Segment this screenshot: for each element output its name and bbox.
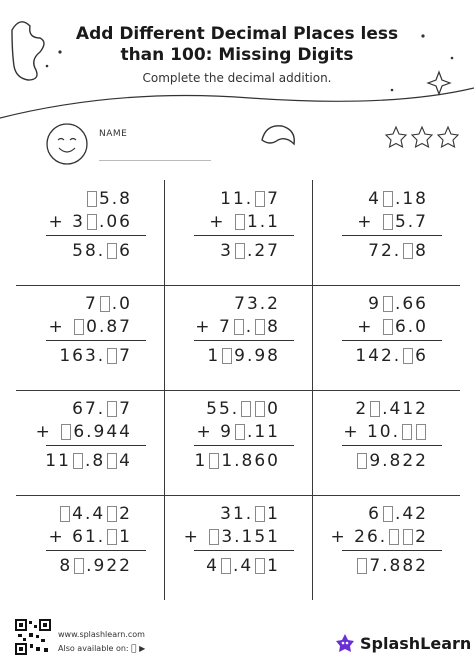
missing-digit-box[interactable] — [209, 453, 219, 469]
digits-text: 0 — [267, 399, 280, 419]
missing-digit-box[interactable] — [402, 424, 412, 440]
missing-digit-box[interactable] — [87, 191, 97, 207]
addend-top — [355, 398, 428, 420]
brand-logo — [335, 633, 471, 653]
horizon-curve — [0, 88, 474, 118]
sum-line — [194, 340, 294, 341]
name-label: NAME — [99, 129, 128, 139]
sum-line — [194, 235, 294, 236]
addend-top — [206, 398, 280, 420]
missing-digit-box[interactable] — [107, 401, 117, 417]
smiley-face-icon — [45, 122, 89, 166]
sum-line — [342, 550, 442, 551]
missing-digit-box[interactable] — [235, 214, 245, 230]
sum-line — [46, 340, 146, 341]
digits-text: 6 — [119, 241, 132, 261]
sum-line — [342, 445, 442, 446]
digits-text: + — [183, 527, 208, 547]
missing-digit-box[interactable] — [241, 401, 251, 417]
brand-name: SplashLearn — [360, 633, 472, 653]
missing-digit-box[interactable] — [235, 424, 245, 440]
addend-top — [220, 503, 280, 525]
missing-digit-box[interactable] — [255, 506, 265, 522]
digits-text: 1.860 — [221, 451, 280, 471]
digits-text: 6 — [415, 346, 428, 366]
digits-text: 1 — [207, 346, 221, 366]
digits-text: 7 — [267, 189, 280, 209]
digits-text: .66 — [394, 294, 428, 314]
splashlearn-logo-icon — [335, 633, 355, 653]
missing-digit-box[interactable] — [383, 506, 393, 522]
digits-text: + — [357, 317, 381, 337]
sum-row — [355, 450, 428, 472]
missing-digit-box[interactable] — [234, 319, 244, 335]
missing-digit-box[interactable] — [107, 453, 117, 469]
digits-text: 73.2 — [234, 294, 280, 314]
digits-text: + 7 — [195, 317, 232, 337]
addition-problem — [312, 180, 460, 285]
missing-digit-box[interactable] — [370, 401, 380, 417]
addition-problem — [312, 495, 460, 600]
digits-text: 7 — [84, 294, 98, 314]
addition-problem — [164, 180, 312, 285]
missing-digit-box[interactable] — [107, 506, 117, 522]
sum-row — [207, 345, 280, 367]
apple-icon[interactable] — [131, 644, 136, 654]
missing-digit-box[interactable] — [357, 558, 367, 574]
addend-bottom — [330, 526, 428, 548]
addend-bottom — [48, 211, 132, 233]
digits-text: 8 — [415, 241, 428, 261]
missing-digit-box[interactable] — [383, 296, 393, 312]
addition-problem — [164, 285, 312, 390]
digits-text: + — [35, 422, 60, 442]
sum-row — [355, 345, 428, 367]
missing-digit-box[interactable] — [416, 424, 426, 440]
name-line[interactable] — [99, 160, 211, 161]
star-icon — [438, 127, 458, 147]
addition-problem — [312, 390, 460, 495]
digits-text: 142. — [355, 346, 402, 366]
digits-text: .412 — [382, 399, 428, 419]
digits-text: + — [209, 212, 233, 232]
digits-text: 8 — [59, 556, 73, 576]
digits-text: 9.98 — [234, 346, 280, 366]
digits-text: .18 — [394, 189, 428, 209]
digits-text: 6 — [368, 504, 381, 524]
addition-problem — [16, 390, 164, 495]
sum-row — [368, 240, 428, 262]
digits-text: 9.822 — [369, 451, 428, 471]
available-on-text: Also available on: — [58, 644, 129, 653]
addition-problem — [16, 285, 164, 390]
digits-text: 6.944 — [73, 422, 132, 442]
page-subtitle: Complete the decimal addition. — [142, 71, 332, 85]
digits-text: 7.882 — [369, 556, 428, 576]
digits-text: 5.7 — [394, 212, 428, 232]
digits-text: .27 — [246, 241, 280, 261]
star-icon — [386, 127, 406, 147]
addition-problem — [164, 390, 312, 495]
digits-text: .4 — [232, 556, 254, 576]
digits-text: + — [357, 212, 381, 232]
sum-row — [355, 555, 428, 577]
addend-bottom — [196, 421, 280, 443]
addend-bottom — [184, 526, 280, 548]
missing-digit-box[interactable] — [403, 529, 413, 545]
sum-line — [46, 235, 146, 236]
addend-bottom — [209, 211, 280, 233]
missing-digit-box[interactable] — [389, 529, 399, 545]
addition-problem — [16, 495, 164, 600]
qr-code-icon — [15, 619, 51, 655]
digits-text: 7 — [119, 399, 132, 419]
rating-stars — [383, 124, 463, 152]
digits-text: 2 — [355, 399, 369, 419]
sum-row — [59, 555, 132, 577]
digits-text: 1.1 — [246, 212, 280, 232]
digits-text: 5.8 — [98, 189, 132, 209]
addend-top — [58, 503, 132, 525]
missing-digit-box[interactable] — [403, 243, 413, 259]
digits-text: 1 — [119, 527, 132, 547]
missing-digit-box[interactable] — [73, 453, 83, 469]
addend-top — [234, 293, 280, 315]
sum-line — [46, 445, 146, 446]
missing-digit-box[interactable] — [222, 348, 232, 364]
sum-line — [194, 550, 294, 551]
addend-top — [85, 293, 132, 315]
digits-text: 72. — [368, 241, 402, 261]
sum-row — [206, 555, 280, 577]
digits-text: 4.4 — [72, 504, 106, 524]
digits-text: . — [245, 317, 254, 337]
digits-text: .06 — [98, 212, 132, 232]
missing-digit-box[interactable] — [74, 319, 84, 335]
missing-digit-box[interactable] — [61, 424, 71, 440]
digits-text: 31. — [220, 504, 254, 524]
sum-row — [220, 240, 280, 262]
digits-text: 11 — [45, 451, 71, 471]
digits-text: + — [48, 317, 73, 337]
addend-bottom — [48, 316, 132, 338]
missing-digit-box[interactable] — [209, 529, 219, 545]
addition-problem — [312, 285, 460, 390]
page-title-line2: than 100: Missing Digits — [120, 45, 354, 65]
digits-text: 55. — [206, 399, 240, 419]
addition-problem — [164, 495, 312, 600]
digits-text: 4 — [119, 451, 132, 471]
addend-top — [368, 188, 428, 210]
missing-digit-box[interactable] — [60, 506, 70, 522]
digits-text: 0.87 — [86, 317, 132, 337]
addition-problem — [16, 180, 164, 285]
digits-text: + 9 — [196, 422, 233, 442]
star-icon — [412, 127, 432, 147]
digits-text: .11 — [246, 422, 280, 442]
digits-text: 1 — [267, 504, 280, 524]
missing-digit-box[interactable] — [74, 558, 84, 574]
curl-shape — [262, 126, 294, 144]
sum-row — [59, 345, 132, 367]
digits-text: + 61. — [48, 527, 106, 547]
digits-text: 2 — [119, 504, 132, 524]
addend-bottom — [357, 211, 428, 233]
digits-text: 8 — [267, 317, 280, 337]
missing-digit-box[interactable] — [383, 191, 393, 207]
missing-digit-box[interactable] — [357, 453, 367, 469]
missing-digit-box[interactable] — [403, 348, 413, 364]
missing-digit-box[interactable] — [107, 243, 117, 259]
digits-text: 3 — [220, 241, 233, 261]
sum-row — [45, 450, 132, 472]
digits-text: 4 — [368, 189, 381, 209]
addend-bottom — [357, 316, 428, 338]
sum-row — [195, 450, 281, 472]
digits-text: 163. — [59, 346, 106, 366]
digits-text: .42 — [394, 504, 428, 524]
digits-text: 1 — [194, 451, 208, 471]
addend-bottom — [48, 526, 132, 548]
digits-text: 67. — [72, 399, 106, 419]
sum-line — [46, 550, 146, 551]
missing-digit-box[interactable] — [255, 191, 265, 207]
missing-digit-box[interactable] — [383, 214, 393, 230]
addend-top — [368, 293, 428, 315]
missing-digit-box[interactable] — [255, 401, 265, 417]
available-on-label — [58, 644, 145, 654]
missing-digit-box[interactable] — [235, 243, 245, 259]
addend-top — [72, 398, 132, 420]
digits-text: 7 — [119, 346, 132, 366]
digits-text: .8 — [84, 451, 106, 471]
digits-text: 2 — [415, 527, 428, 547]
digits-text: + 3 — [48, 212, 85, 232]
missing-digit-box[interactable] — [87, 214, 97, 230]
addend-bottom — [343, 421, 428, 443]
sum-row — [72, 240, 132, 262]
problem-grid — [16, 180, 460, 600]
missing-digit-box[interactable] — [221, 558, 231, 574]
play-store-icon[interactable]: ▶ — [131, 644, 138, 653]
missing-digit-box[interactable] — [255, 558, 265, 574]
sum-line — [342, 340, 442, 341]
website-url[interactable]: www.splashlearn.com — [58, 630, 145, 639]
missing-digit-box[interactable] — [383, 319, 393, 335]
addend-bottom — [195, 316, 280, 338]
addend-top — [368, 503, 428, 525]
digits-text: 6.0 — [394, 317, 428, 337]
dot — [391, 89, 394, 92]
missing-digit-box[interactable] — [255, 319, 265, 335]
digits-text: + 26. — [330, 527, 388, 547]
digits-text: 11. — [220, 189, 254, 209]
digits-text: 58. — [72, 241, 106, 261]
digits-text: 4 — [206, 556, 219, 576]
digits-text: 9 — [368, 294, 381, 314]
missing-digit-box[interactable] — [100, 296, 110, 312]
sum-line — [342, 235, 442, 236]
addend-bottom — [36, 421, 132, 443]
digits-text: .922 — [86, 556, 132, 576]
addend-top — [220, 188, 280, 210]
digits-text: .0 — [111, 294, 132, 314]
digits-text: + 10. — [343, 422, 400, 442]
missing-digit-box[interactable] — [107, 529, 117, 545]
sum-line — [194, 445, 294, 446]
digits-text: 1 — [267, 556, 280, 576]
digits-text: 3.151 — [221, 527, 280, 547]
page-title-line1: Add Different Decimal Places less — [75, 24, 399, 44]
missing-digit-box[interactable] — [107, 348, 117, 364]
addend-top — [85, 188, 132, 210]
